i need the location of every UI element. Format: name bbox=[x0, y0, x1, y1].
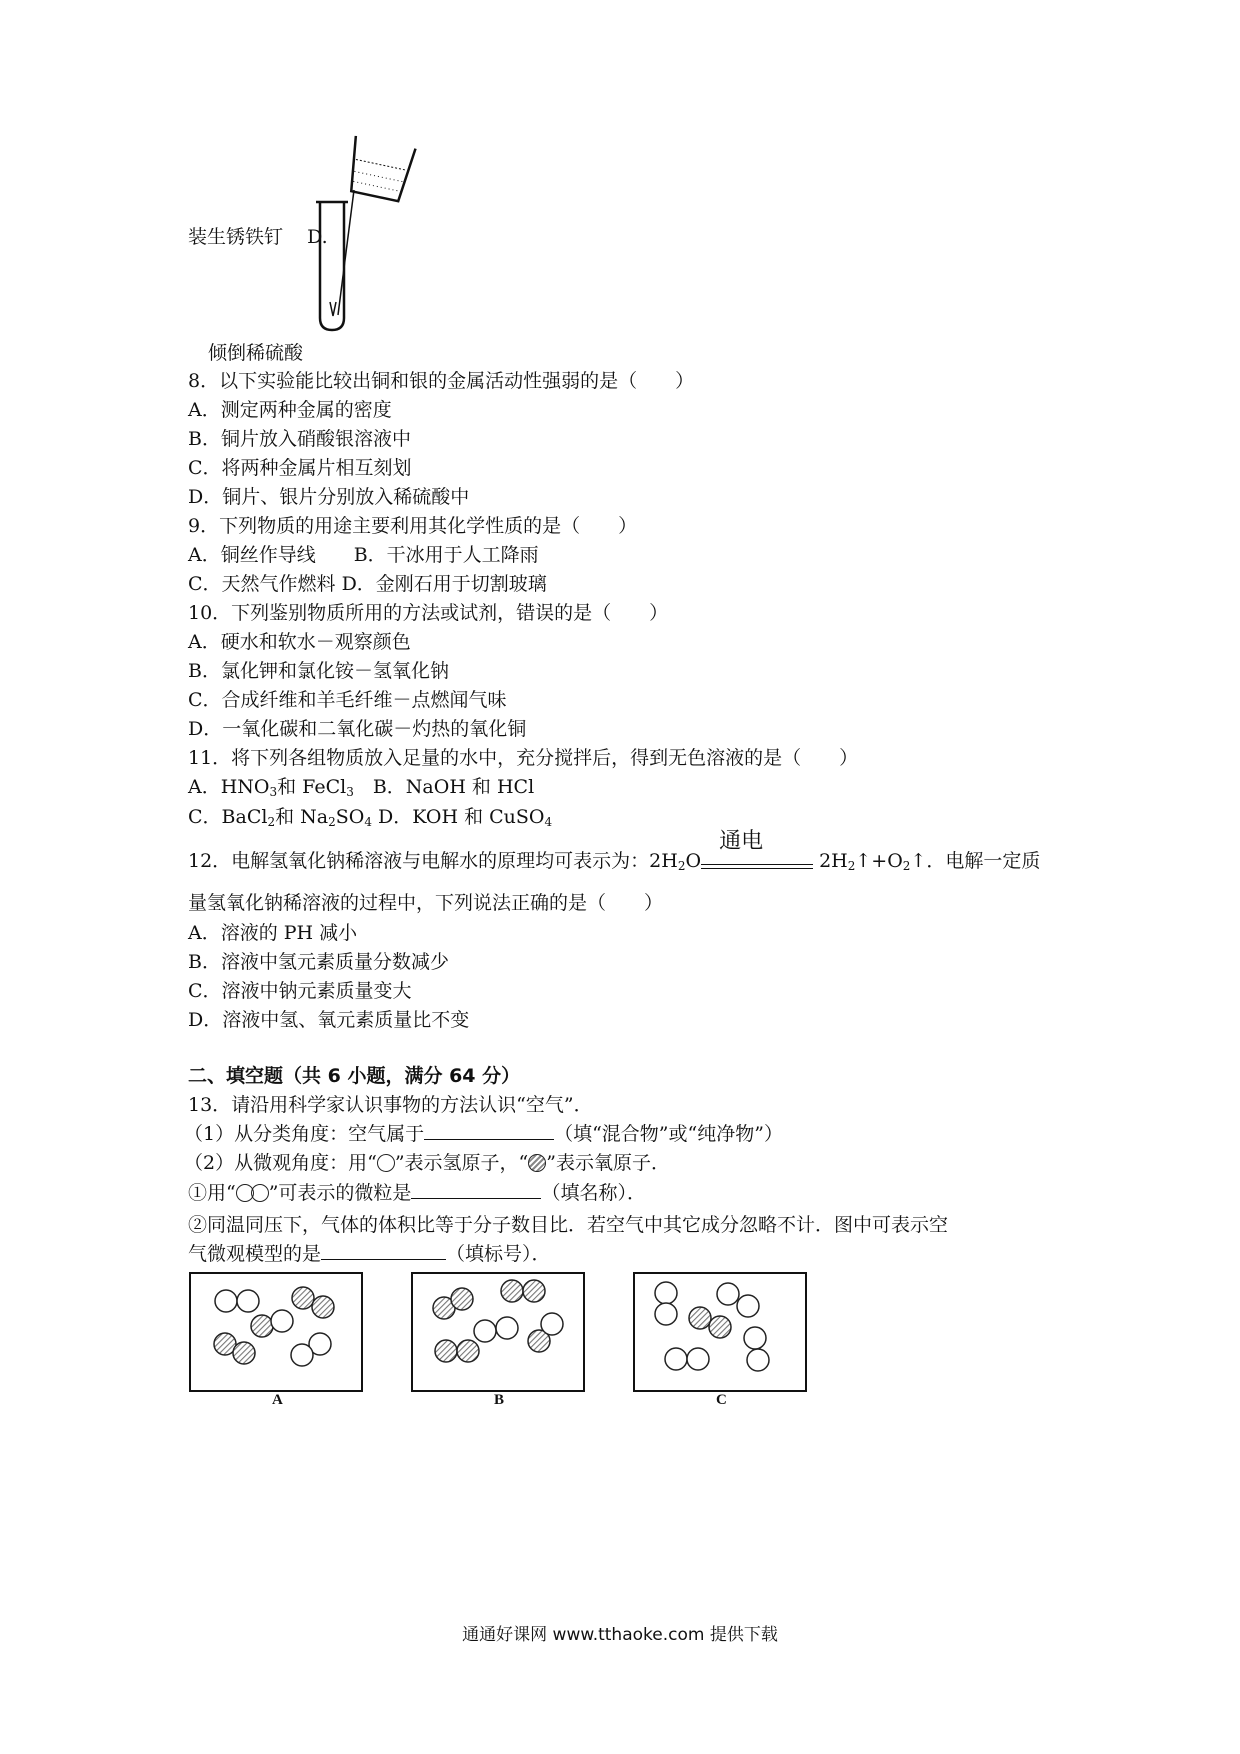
q13-sub-2-blank[interactable] bbox=[321, 1241, 446, 1260]
q13-stem: 13．请沿用科学家认识事物的方法认识“空气”． bbox=[188, 1094, 593, 1116]
q11-c-prefix: C．BaCl bbox=[188, 806, 268, 828]
q7-option-d-line bbox=[188, 224, 328, 250]
figure-a-label: A bbox=[272, 1392, 283, 1408]
q11-options-ab bbox=[188, 774, 534, 805]
figure-a bbox=[190, 1273, 362, 1391]
q13-part-2 bbox=[184, 1150, 670, 1176]
figure-c bbox=[634, 1273, 806, 1391]
q11-stem: 11．将下列各组物质放入足量的水中，充分搅拌后，得到无色溶液的是（ ） bbox=[188, 747, 859, 769]
q12-product-2-sub: 2 bbox=[902, 859, 911, 873]
q12-option-d: D．溶液中氢、氧元素质量比不变 bbox=[188, 1009, 470, 1031]
q13-sub-1 bbox=[188, 1180, 646, 1206]
q11-c-sub1: 2 bbox=[267, 815, 276, 829]
q13-part-2-mid: ”表示氢原子，“ bbox=[394, 1152, 529, 1174]
q13-part-2-prefix: （2）从微观角度：用“ bbox=[184, 1152, 377, 1174]
q11-a-mid: 和 FeCl bbox=[277, 776, 347, 798]
q10-option-b: B．氯化钾和氯化铵－氢氧化钠 bbox=[188, 660, 449, 682]
q8-option-b: B．铜片放入硝酸银溶液中 bbox=[188, 428, 411, 450]
q11-a-sub1: 3 bbox=[269, 785, 278, 799]
q8-option-c: C．将两种金属片相互刻划 bbox=[188, 457, 412, 479]
q12-option-b: B．溶液中氢元素质量分数减少 bbox=[188, 951, 449, 973]
figure-b bbox=[412, 1273, 584, 1391]
q13-part-2-suffix: ”表示氧原子． bbox=[546, 1152, 670, 1174]
q11-option-b: B．NaOH 和 HCl bbox=[353, 776, 535, 798]
q13-sub-1-prefix: ①用“ bbox=[188, 1182, 236, 1204]
q13-sub-2-suffix: （填标号）． bbox=[446, 1243, 551, 1265]
q11-c-sub2: 2 bbox=[328, 815, 336, 829]
q12-option-c: C．溶液中钠元素质量变大 bbox=[188, 980, 412, 1002]
q10-stem: 10．下列鉴别物质所用的方法或试剂，错误的是（ ） bbox=[188, 602, 669, 624]
q13-sub-2-line2 bbox=[188, 1241, 551, 1267]
q11-c-sub3: 4 bbox=[364, 815, 372, 829]
hydrogen-molecule-atom-2-icon bbox=[251, 1184, 269, 1202]
q11-a-prefix: A．HNO bbox=[188, 776, 270, 798]
q10-option-a: A．硬水和软水－观察颜色 bbox=[188, 631, 411, 653]
q12-h2o-o: O bbox=[685, 850, 702, 872]
liquid-stream bbox=[338, 190, 354, 315]
q12-product-1-sub: 2 bbox=[847, 859, 856, 873]
q13-sub-2-prefix: 气微观模型的是 bbox=[188, 1243, 322, 1265]
reaction-condition: 通电 bbox=[719, 829, 764, 854]
q13-sub-1-suffix: （填名称）． bbox=[541, 1182, 646, 1204]
q11-c-mid2: SO bbox=[335, 806, 365, 828]
q12-stem-prefix: 12．电解氢氧化钠稀溶液与电解水的原理均可表示为：2H bbox=[188, 850, 678, 872]
q12-stem-line2: 量氢氧化钠稀溶液的过程中，下列说法正确的是（ ） bbox=[188, 892, 664, 914]
q9-options-cd: C．天然气作燃料 D．金刚石用于切割玻璃 bbox=[188, 573, 547, 595]
q12-product-1-arrow: ↑+O bbox=[855, 850, 903, 872]
q8-option-a: A．测定两种金属的密度 bbox=[188, 399, 392, 421]
oxygen-atom-icon bbox=[528, 1154, 546, 1172]
test-tube-icon bbox=[316, 202, 348, 330]
q12-option-a: A．溶液的 PH 减小 bbox=[188, 922, 358, 944]
beaker-icon bbox=[344, 136, 415, 202]
q7-option-d-caption: 倾倒稀硫酸 bbox=[208, 342, 304, 364]
q11-d-sub: 4 bbox=[544, 815, 553, 829]
q13-part-1 bbox=[184, 1121, 783, 1147]
q10-option-c: C．合成纤维和羊毛纤维－点燃闻气味 bbox=[188, 689, 507, 711]
q11-c-mid: 和 Na bbox=[275, 806, 329, 828]
q11-options-cd bbox=[188, 804, 552, 835]
section-2-heading: 二、填空题（共 6 小题，满分 64 分） bbox=[188, 1065, 521, 1087]
q12-h2o-sub: 2 bbox=[677, 859, 686, 873]
q12-product-2-arrow: ↑．电解一定质 bbox=[910, 850, 1041, 872]
figure-b-label: B bbox=[494, 1392, 505, 1408]
q13-part-1-blank[interactable] bbox=[424, 1121, 554, 1140]
q8-option-d: D．铜片、银片分别放入稀硫酸中 bbox=[188, 486, 470, 508]
q8-stem: 8．以下实验能比较出铜和银的金属活动性强弱的是（ ） bbox=[188, 370, 695, 392]
figure-c-label: C bbox=[716, 1392, 727, 1408]
q9-stem: 9．下列物质的用途主要利用其化学性质的是（ ） bbox=[188, 515, 638, 537]
reaction-condition-arrow bbox=[701, 829, 819, 879]
q11-d-prefix: D．KOH 和 CuSO bbox=[377, 806, 545, 828]
q7-left-text: 装生锈铁钉 bbox=[188, 226, 284, 248]
q12-product-1: 2H bbox=[819, 850, 848, 872]
q13-sub-1-blank[interactable] bbox=[411, 1180, 541, 1199]
q10-option-d: D．一氧化碳和二氧化碳－灼热的氧化铜 bbox=[188, 718, 527, 740]
q13-part-1-prefix: （1）从分类角度：空气属于 bbox=[184, 1123, 425, 1145]
q12-stem-line1 bbox=[188, 829, 1041, 879]
page-footer: 通通好课网 www.tthaoke.com 提供下载 bbox=[462, 1625, 778, 1645]
q11-a-sub2: 3 bbox=[346, 785, 354, 799]
q9-options-ab: A．铜丝作导线 B．干冰用于人工降雨 bbox=[188, 544, 539, 566]
q13-part-1-suffix: （填“混合物”或“纯净物”） bbox=[554, 1123, 783, 1145]
pouring-acid-illustration bbox=[310, 130, 420, 335]
q13-sub-1-mid: ”可表示的微粒是 bbox=[268, 1182, 412, 1204]
q13-sub-2-line1: ②同温同压下，气体的体积比等于分子数目比．若空气中其它成分忽略不计．图中可表示空 bbox=[188, 1214, 949, 1236]
hydrogen-atom-icon bbox=[377, 1154, 395, 1172]
q7-option-d-label: D. bbox=[307, 226, 328, 248]
